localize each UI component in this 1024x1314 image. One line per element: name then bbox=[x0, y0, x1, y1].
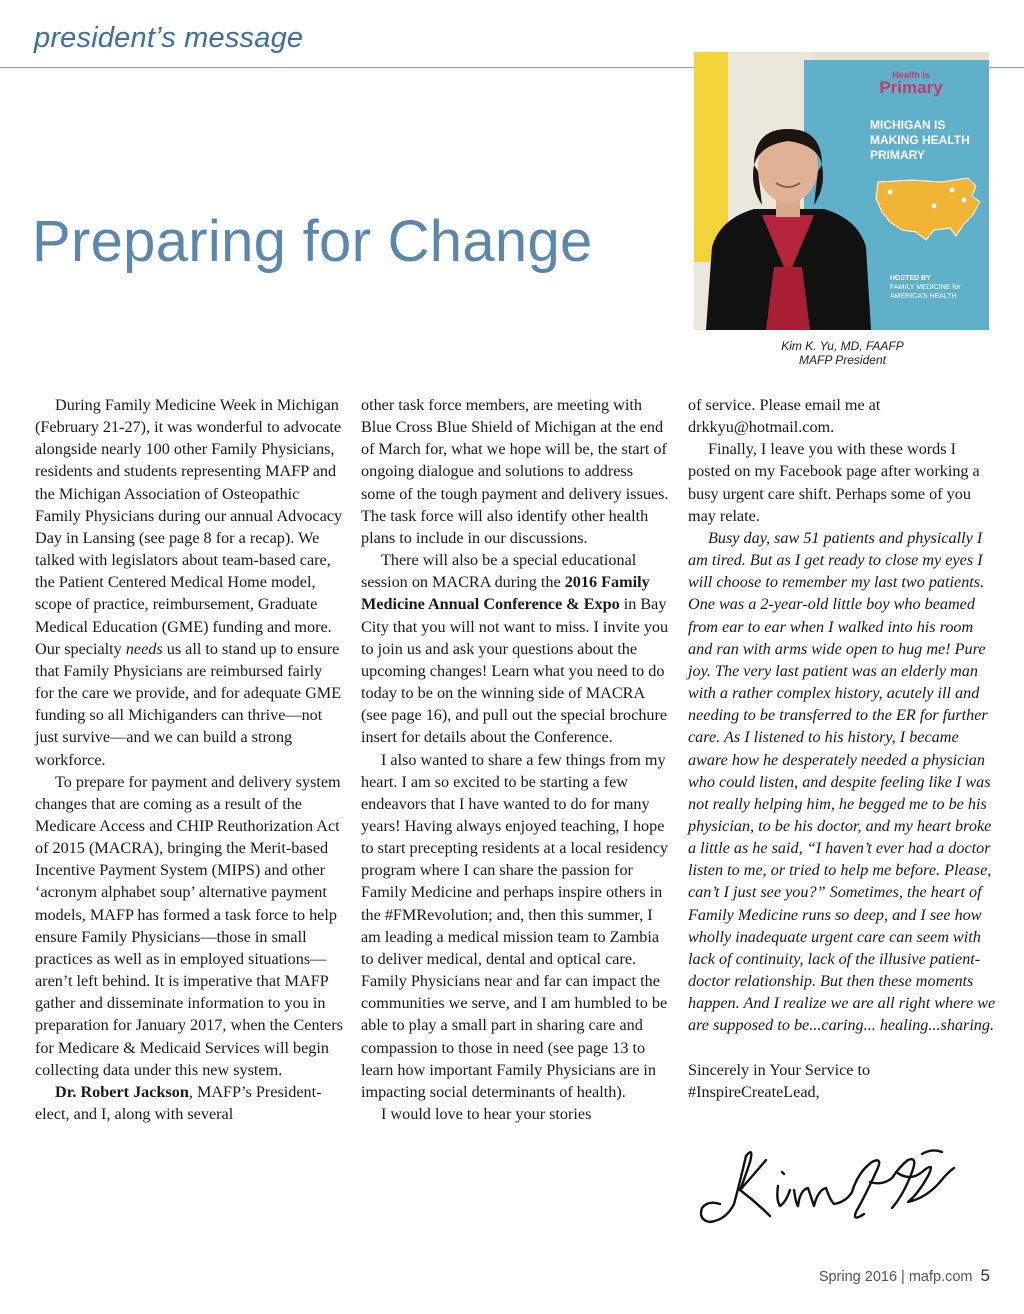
text-run: There will also be a special educational session on MACRA during the bbox=[361, 551, 637, 592]
caption-name: Kim K. Yu, MD, FAAFP bbox=[781, 339, 904, 353]
text-run: us all to stand up to ensure that Family Physicians are reimbursed fairly for the care we provide, and for adequate GME funding so all Michiganders can thrive—not just survive—and we can build a strong workforce. bbox=[35, 639, 342, 769]
page-number: 5 bbox=[980, 1266, 990, 1285]
text-run: During Family Medicine Week in Michigan (February 21-27), it was wonderful to advocate alongside nearly 100 other Family Physicians, residents and students representing MAFP and the Michigan Association of Osteopathic Family Physicians during our annual Advocacy Day in Lansing (see page 8 for a recap). We talked with legislators about team-based care, the Patient Centered Medical Home model, scope of practice, reimbursement, Graduate Medical Education (GME) funding and more. Our specialty bbox=[35, 396, 343, 658]
poster-brand bbox=[876, 70, 946, 96]
section-label: president’s message bbox=[34, 22, 304, 54]
closing-line: Sincerely in Your Service to bbox=[688, 1060, 871, 1079]
article-column-1 bbox=[35, 394, 345, 1125]
poster-brand-small: Health is bbox=[892, 70, 930, 80]
paragraph: Finally, I leave you with these words I posted on my Facebook page after working a busy urgent care shift. Perhaps some of you may relate. bbox=[688, 440, 980, 525]
paragraph bbox=[35, 1081, 345, 1125]
caption-title: MAFP President bbox=[799, 353, 886, 367]
paragraph: To prepare for payment and delivery system changes that are coming as a result of the Medicare Access and CHIP Reuthorization Act of 2015 (MACRA), bringing the Merit-based Incentive Payment System (MIPS) and other ‘acronym alphabet soup’ alternative payment models, MAFP has formed a task force to help ensure Family Physicians—those in small practices as well as in employed situations—aren’t left behind. It is imperative that MAFP gather and disseminate information to you in preparation for January 2017, when the Centers for Medicare & Medicaid Services will begin collecting data under this new system. bbox=[35, 772, 343, 1079]
paragraph: of service. Please email me at drkkyu@hotmail.com. bbox=[688, 396, 881, 437]
person-figure bbox=[706, 127, 871, 330]
article-column-2 bbox=[361, 394, 671, 1125]
president-photo bbox=[694, 52, 989, 330]
paragraph: I would love to hear your stories bbox=[381, 1105, 592, 1123]
signature-image bbox=[696, 1142, 961, 1230]
footer-issue: Spring 2016 | mafp.com bbox=[818, 1269, 973, 1285]
paragraph: I also wanted to share a few things from my heart. I am so excited to be starting a few endeavors that I have wanted to do for many years! Having always enjoyed teaching, I hope to start precepting residents at a local residency program where I can share the passion for Family Medicine and perhaps inspire others in the #FMRevolution; and, then this summer, I am leading a medical mission team to Zambia to deliver medical, dental and optical care. Family Physicians near and far can impact the communities we serve, and I am humbled to be able to play a small part in sharing care and compassion to those in need (see page 13 to learn how important Family Physicians are in impacting social determinants of health). bbox=[361, 750, 668, 1101]
paragraph: other task force members, are meeting with Blue Cross Blue Shield of Michigan at the end of March for, what we hope will be, the start of ongoing dialogue and solutions to address some of the tough payment and delivery issues. The task force will also identify other health plans to include in our discussions. bbox=[361, 396, 669, 547]
person-name: Dr. Robert Jackson bbox=[55, 1082, 189, 1101]
text-run: in Bay City that you will not want to miss. I invite you to join us and ask your questions about the upcoming changes! Learn what you need to do today to be on the winning side of MACRA (see page 16), and pull out the special brochure insert for details about the Conference. bbox=[361, 595, 669, 747]
paragraph bbox=[35, 394, 345, 771]
spacer bbox=[688, 1037, 998, 1059]
poster-hosted-label: HOSTED BY bbox=[890, 275, 931, 282]
us-map-icon bbox=[872, 172, 984, 244]
paragraph bbox=[361, 549, 671, 748]
text-run: , MAFP’s President-elect, and I, along with several bbox=[35, 1082, 322, 1123]
poster-hosted-org: FAMILY MEDICINE for AMERICA’S HEALTH bbox=[890, 284, 961, 300]
poster-brand-big: Primary bbox=[879, 78, 943, 97]
photo-caption bbox=[740, 339, 945, 367]
page-title: Preparing for Change bbox=[32, 209, 593, 274]
event-name: 2016 Family Medicine Annual Conference & Expo bbox=[361, 573, 650, 614]
poster-hosted bbox=[890, 274, 980, 301]
poster-title: MICHIGAN IS MAKING HEALTH PRIMARY bbox=[870, 118, 970, 162]
article-column-3 bbox=[688, 394, 998, 1103]
closing-line: #InspireCreateLead, bbox=[688, 1082, 820, 1101]
page-footer bbox=[819, 1266, 990, 1286]
emphasis: needs bbox=[125, 639, 163, 658]
facebook-quote: Busy day, saw 51 patients and physically I am tired. But as I get ready to close my eyes I will choose to remember my last two patients. One was a 2-year-old little boy who beamed from ear to ear when I walked into his room and ran with arms wide open to hug me! Pure joy. The very last patient was an elderly man with a rather complex history, acutely ill and needing to be transferred to the ER for further care. As I listened to his history, I became aware how he desperately needed a physician who could listen, and despite feeling like I was not really helping him, he begged me to be his physician, to be his doctor, and my heart broke a little as he said, “I haven’t ever had a doctor listen to me, or tried to help me before. Please, can’t I just see you?” Sometimes, the heart of Family Medicine runs so deep, and I see how wholly inadequate urgent care can seem with lack of continuity, lack of the illusive patient-doctor relationship. But then these moments happen. And I realize we are all right where we are supposed to be...caring... healing...sharing. bbox=[688, 528, 996, 1035]
